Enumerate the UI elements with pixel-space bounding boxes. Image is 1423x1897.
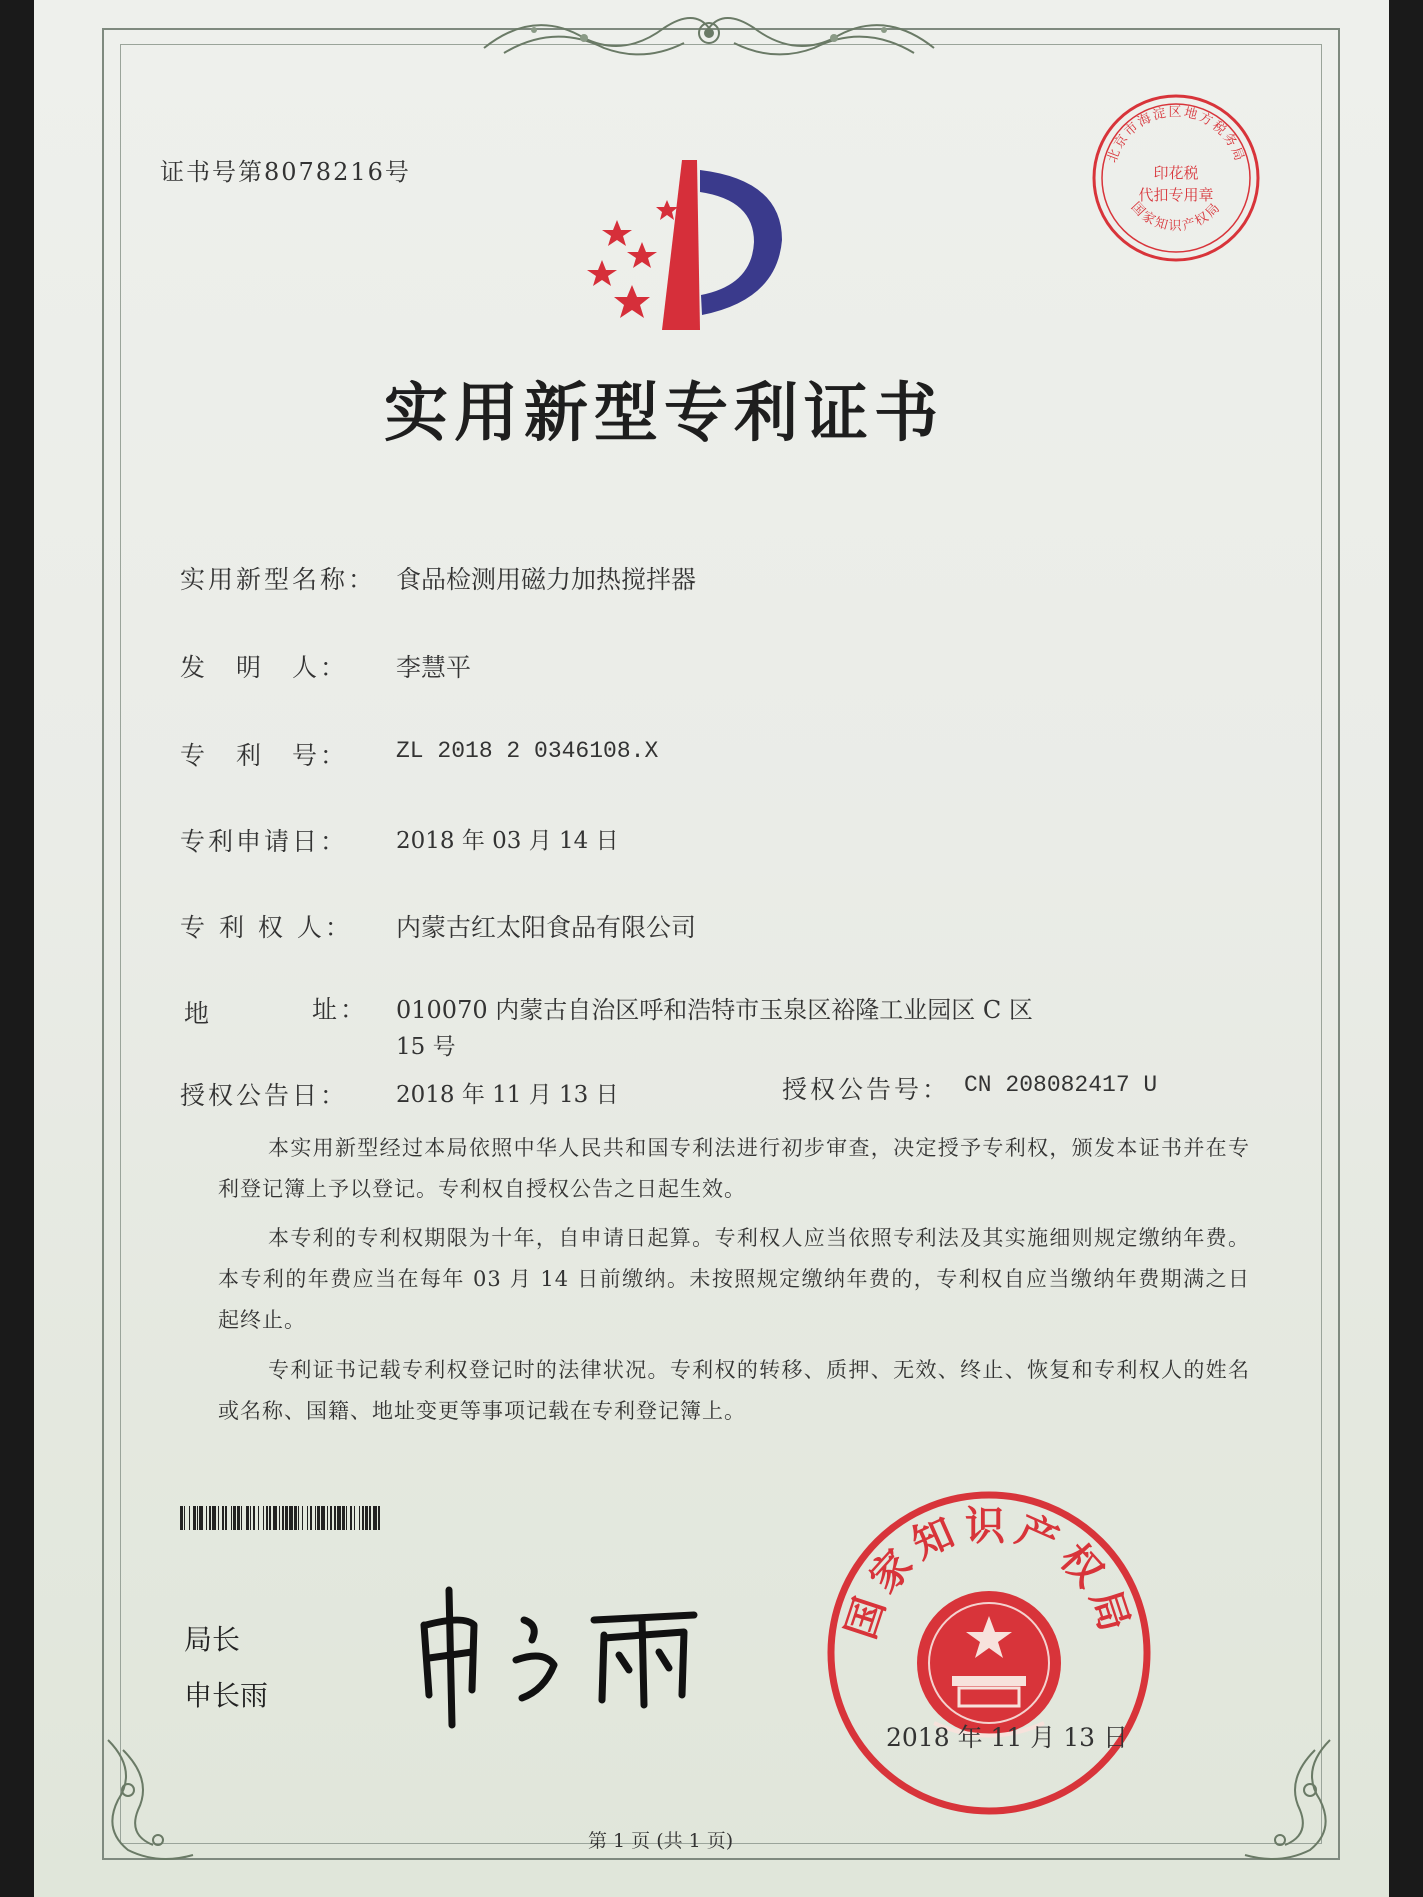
tax-stamp [1086,88,1266,268]
tax-stamp-center-1: 印花税 [1153,164,1199,182]
star-icon [587,260,617,286]
name-value: 食品检测用磁力加热搅拌器 [396,565,697,594]
seal-date: 2018 年 11 月 13 日 [886,1723,1128,1752]
handwritten-signature [404,1580,744,1730]
certificate-number: 证书号第8078216号 [160,158,411,186]
page-indicator: 第 1 页 (共 1 页) [588,1830,734,1852]
signature-name: 申长雨 [184,1679,269,1712]
patentee-label: 专 利 权 人： [180,913,353,942]
bottom-right-ornament [1230,1730,1340,1870]
star-icon [614,285,650,318]
national-emblem-icon [917,1591,1061,1735]
state-ip-seal [824,1488,1154,1818]
barcode-bar [380,1506,383,1530]
address-line-1: 010070 内蒙古自治区呼和浩特市玉泉区裕隆工业园区 C 区 [396,996,1033,1024]
grant-no-value: CN 208082417 U [964,1072,1158,1098]
grant-date-value: 2018 年 11 月 13 日 [396,1082,619,1108]
tax-stamp-bottom-text: 国家知识产权局 [1127,199,1225,235]
address-label-2: 址： [312,995,369,1024]
patent-no-value: ZL 2018 2 0346108.X [396,738,659,764]
tax-stamp-center-2: 代扣专用章 [1138,186,1214,204]
certificate-title: 实用新型专利证书 [384,377,944,451]
address-label-1: 地 [184,999,213,1028]
star-icon [627,242,657,268]
filing-date-value: 2018 年 03 月 14 日 [396,828,619,854]
body-paragraph-2: 本专利的专利权期限为十年，自申请日起算。专利权人应当依照专利法及其实施细则规定缴纳年费。本专利的年费应当在每年 03 月 14 日前缴纳。未按照规定缴纳年费的，专利权自应当缴纳年费期满之日起终止。 [218,1226,1250,1332]
bottom-left-ornament [98,1730,208,1870]
name-label: 实用新型名称： [180,565,377,594]
filing-date-label: 专利申请日： [180,827,349,856]
seal-ring-text: 国家知识产权局 [838,1503,1140,1645]
patent-no-label: 专 利 号： [180,741,349,770]
address-line-2: 15 号 [396,1034,456,1060]
grant-date-label: 授权公告日： [180,1081,349,1110]
svg-text:国家知识产权局 [1128,200,1225,235]
top-ornament [474,8,944,68]
barcode [180,1506,560,1530]
inventor-label: 发 明 人： [180,653,349,682]
body-paragraph-3: 专利证书记载专利权登记时的法律状况。专利权的转移、质押、无效、终止、恢复和专利权人的姓名或名称、国籍、地址变更等事项记载在专利登记簿上。 [218,1358,1250,1423]
star-icon [602,220,632,246]
patentee-value: 内蒙古红太阳食品有限公司 [396,913,697,942]
certificate-paper [34,0,1389,1897]
inventor-value: 李慧平 [396,653,472,682]
star-icon [656,200,678,220]
body-paragraph-1: 本实用新型经过本局依照中华人民共和国专利法进行初步审查，决定授予专利权，颁发本证书并在专利登记簿上予以登记。专利权自授权公告之日起生效。 [218,1136,1250,1201]
tax-stamp-ring-text: 北京市海淀区地方税务局 [1104,105,1248,165]
grant-no-label: 授权公告号： [782,1075,951,1104]
patent-office-logo [582,150,822,340]
signature-role: 局长 [184,1623,241,1656]
